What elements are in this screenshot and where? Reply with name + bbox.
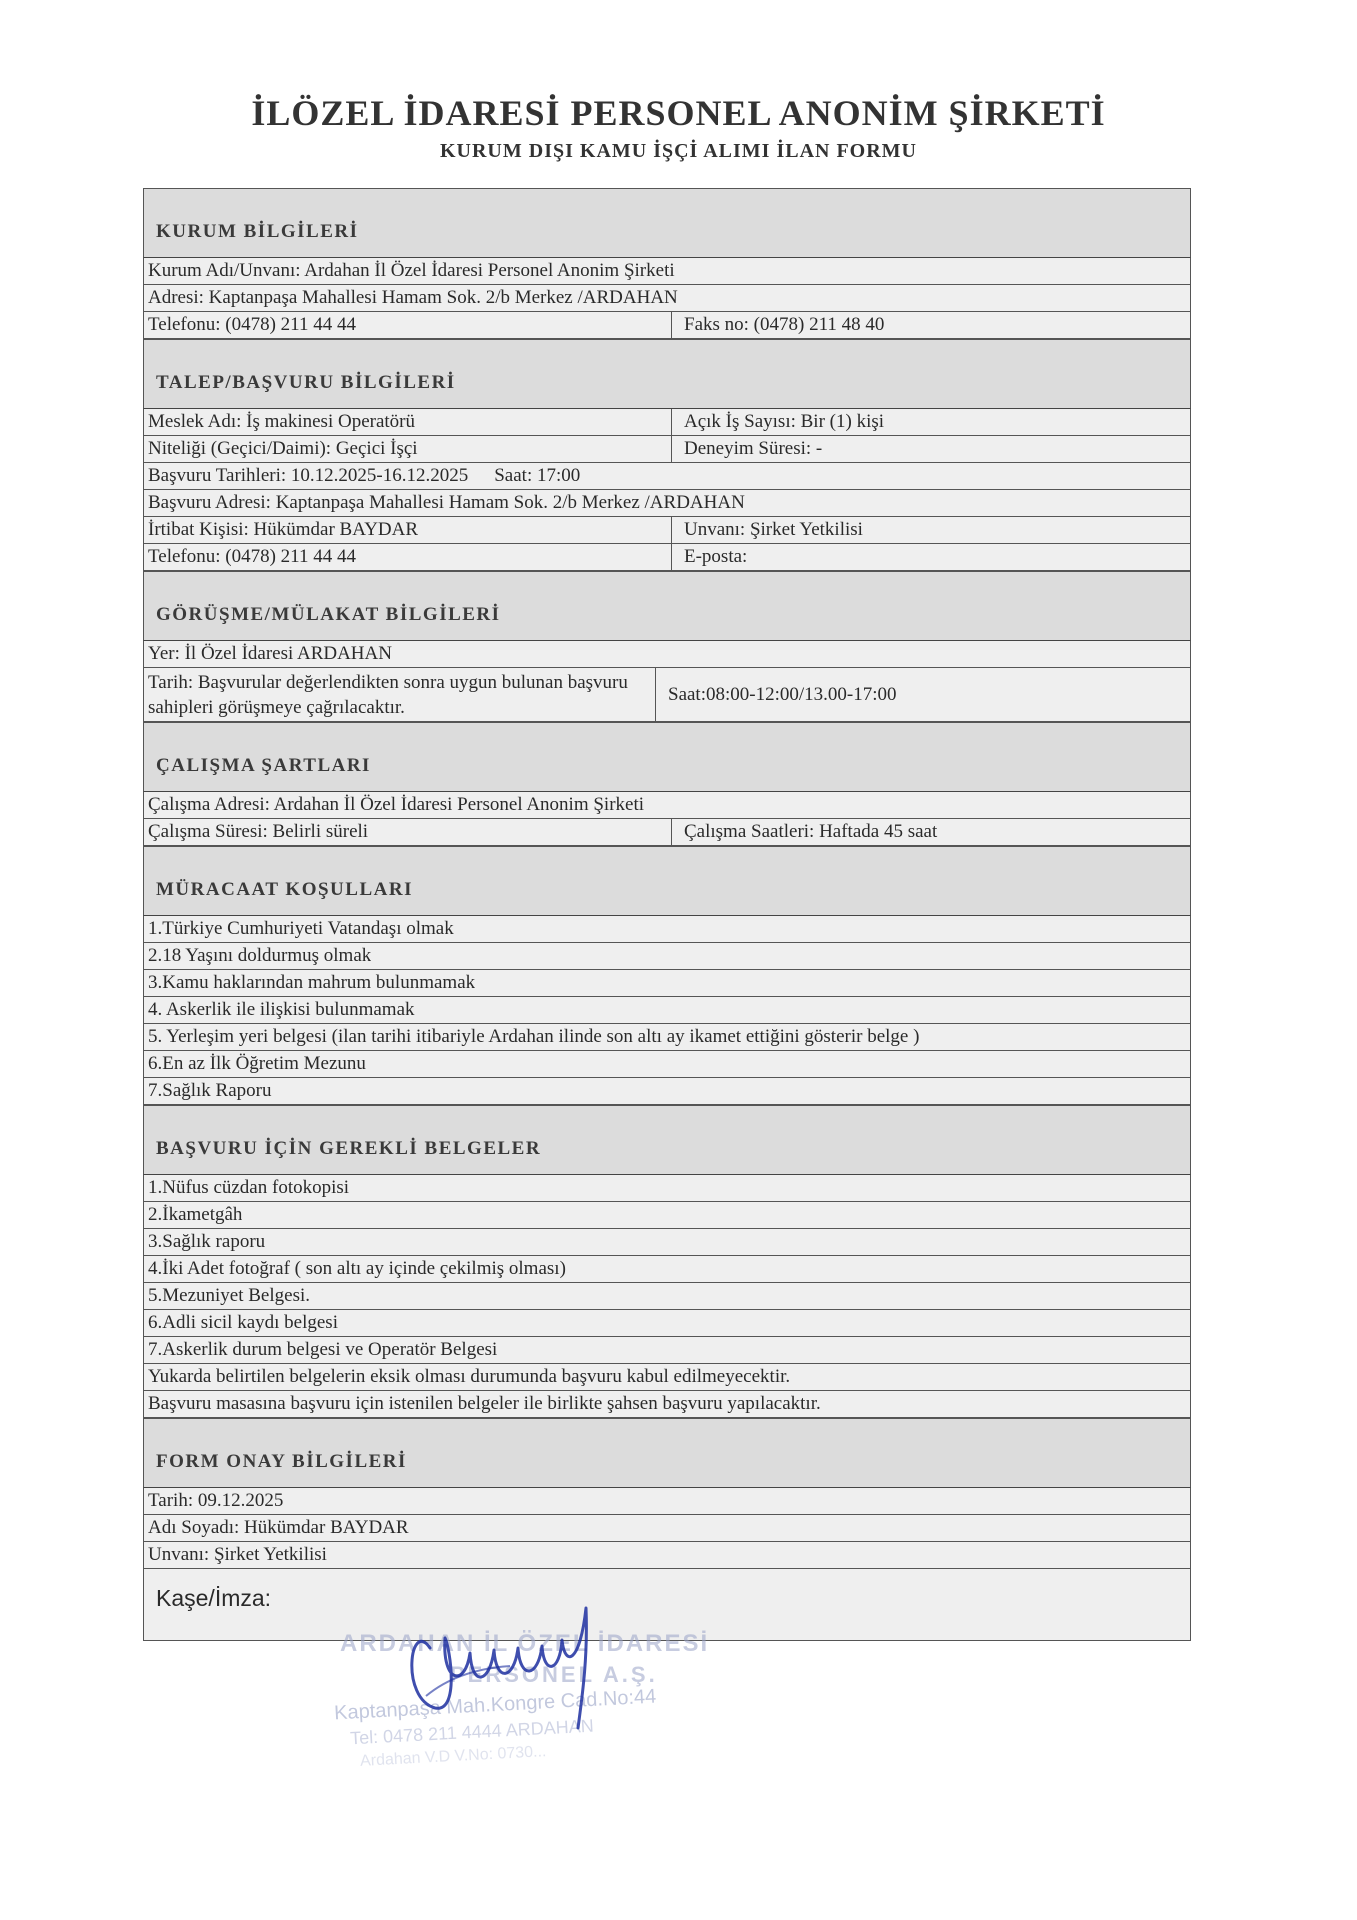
section-kurum	[143, 188, 1191, 258]
basvuru-adresi: Başvuru Adresi: Kaptanpaşa Mahallesi Hamam Sok. 2/b Merkez /ARDAHAN	[148, 492, 745, 513]
list-item	[143, 1024, 1191, 1051]
document-item: 5.Mezuniyet Belgesi.	[148, 1285, 310, 1306]
stamp-line: Kaptanpaşa Mah.Kongre Cad.No:44	[333, 1685, 657, 1725]
kurum-adres-row	[143, 285, 1191, 312]
list-item	[143, 1229, 1191, 1256]
condition-item: 4. Askerlik ile ilişkisi bulunmamak	[148, 999, 415, 1020]
note-row	[143, 1391, 1191, 1418]
announcement-form	[143, 188, 1191, 1641]
talep-row-6	[143, 544, 1191, 571]
acik-is-sayisi: Açık İş Sayısı: Bir (1) kişi	[684, 411, 885, 432]
condition-item: 7.Sağlık Raporu	[148, 1080, 272, 1101]
gorusme-saat: Saat:08:00-12:00/13.00-17:00	[668, 684, 897, 705]
list-item	[143, 1202, 1191, 1229]
condition-item: 5. Yerleşim yeri belgesi (ilan tarihi itibariyle Ardahan ilinde son altı ay ikamet ettiğini gösterir belge )	[148, 1026, 920, 1047]
section-muracaat	[143, 846, 1191, 916]
section-onay	[143, 1418, 1191, 1488]
calisma-row-2	[143, 819, 1191, 846]
onay-row-2	[143, 1515, 1191, 1542]
section-heading: TALEP/BAŞVURU BİLGİLERİ	[156, 372, 456, 393]
onay-unvan: Unvanı: Şirket Yetkilisi	[148, 1544, 327, 1565]
section-belgeler	[143, 1105, 1191, 1175]
section-talep	[143, 339, 1191, 409]
kurum-adres: Adresi: Kaptanpaşa Mahallesi Hamam Sok. 2/b Merkez /ARDAHAN	[148, 287, 678, 308]
gorusme-yer: Yer: İl Özel İdaresi ARDAHAN	[148, 643, 392, 664]
stamp-line: ARDAHAN İL ÖZEL İDARESİ	[340, 1630, 710, 1657]
gorusme-row-2	[143, 668, 1191, 722]
list-item	[143, 997, 1191, 1024]
calisma-adresi: Çalışma Adresi: Ardahan İl Özel İdaresi Personel Anonim Şirketi	[148, 794, 645, 815]
condition-item: 1.Türkiye Cumhuriyeti Vatandaşı olmak	[148, 918, 454, 939]
kurum-ad-row	[143, 258, 1191, 285]
note-eksik-belge: Yukarda belirtilen belgelerin eksik olması durumunda başvuru kabul edilmeyecektir.	[148, 1366, 791, 1387]
niteligi: Niteliği (Geçici/Daimi): Geçici İşçi	[144, 436, 672, 462]
section-heading: BAŞVURU İÇİN GEREKLİ BELGELER	[156, 1138, 542, 1159]
kurum-telefon: Telefonu: (0478) 211 44 44	[144, 312, 672, 338]
kurum-tel-row	[143, 312, 1191, 339]
stamp-line: Tel: 0478 211 4444 ARDAHAN	[349, 1715, 595, 1749]
irtibat-kisisi: İrtibat Kişisi: Hükümdar BAYDAR	[144, 517, 672, 543]
talep-row-2	[143, 436, 1191, 463]
talep-telefon: Telefonu: (0478) 211 44 44	[144, 544, 672, 570]
talep-eposta: E-posta:	[684, 546, 748, 567]
talep-row-1	[143, 409, 1191, 436]
kurum-ad: Kurum Adı/Unvanı: Ardahan İl Özel İdaresi Personel Anonim Şirketi	[148, 260, 675, 281]
list-item	[143, 916, 1191, 943]
list-item	[143, 1337, 1191, 1364]
section-heading: MÜRACAAT KOŞULLARI	[156, 879, 413, 900]
document-item: 7.Askerlik durum belgesi ve Operatör Belgesi	[148, 1339, 498, 1360]
talep-row-3	[143, 463, 1191, 490]
page-title: İLÖZEL İDARESİ PERSONEL ANONİM ŞİRKETİ	[251, 93, 1106, 133]
list-item	[143, 1283, 1191, 1310]
gorusme-row-1	[143, 641, 1191, 668]
onay-row-3	[143, 1542, 1191, 1569]
condition-item: 6.En az İlk Öğretim Mezunu	[148, 1053, 366, 1074]
kase-imza-label: Kaşe/İmza:	[156, 1585, 272, 1611]
section-heading: GÖRÜŞME/MÜLAKAT BİLGİLERİ	[156, 604, 501, 625]
calisma-suresi: Çalışma Süresi: Belirli süreli	[144, 819, 672, 845]
meslek-adi: Meslek Adı: İş makinesi Operatörü	[144, 409, 672, 435]
stamp-line: Ardahan V.D V.No: 0730...	[359, 1743, 547, 1770]
list-item	[143, 1256, 1191, 1283]
list-item	[143, 970, 1191, 997]
list-item	[143, 1078, 1191, 1105]
document-item: 1.Nüfus cüzdan fotokopisi	[148, 1177, 350, 1198]
list-item	[143, 1310, 1191, 1337]
document-item: 2.İkametgâh	[148, 1204, 243, 1225]
section-heading: KURUM BİLGİLERİ	[156, 221, 359, 242]
section-calisma	[143, 722, 1191, 792]
talep-row-4	[143, 490, 1191, 517]
kurum-faks: Faks no: (0478) 211 48 40	[684, 314, 885, 335]
note-sahsen-basvuru: Başvuru masasına başvuru için istenilen belgeler ile birlikte şahsen başvuru yapılacaktır.	[148, 1393, 821, 1414]
section-heading: FORM ONAY BİLGİLERİ	[156, 1451, 407, 1472]
basvuru-tarihleri: Başvuru Tarihleri: 10.12.2025-16.12.2025	[148, 465, 469, 486]
calisma-row-1	[143, 792, 1191, 819]
section-heading: ÇALIŞMA ŞARTLARI	[156, 755, 371, 776]
condition-item: 3.Kamu haklarından mahrum bulunmamak	[148, 972, 476, 993]
document-item: 6.Adli sicil kaydı belgesi	[148, 1312, 338, 1333]
gorusme-tarih: Tarih: Başvurular değerlendikten sonra uygun bulunan başvuru sahipleri görüşmeye çağrılacaktır.	[144, 668, 656, 721]
page-subtitle: KURUM DIŞI KAMU İŞÇİ ALIMI İLAN FORMU	[439, 140, 918, 162]
irtibat-unvani: Unvanı: Şirket Yetkilisi	[684, 519, 863, 540]
handwritten-signature	[390, 1588, 630, 1738]
list-item	[143, 1175, 1191, 1202]
onay-tarih: Tarih: 09.12.2025	[148, 1490, 284, 1511]
document-item: 4.İki Adet fotoğraf ( son altı ay içinde çekilmiş olması)	[148, 1258, 566, 1279]
basvuru-saat: Saat: 17:00	[494, 465, 581, 486]
list-item	[143, 943, 1191, 970]
onay-ad-soyad: Adı Soyadı: Hükümdar BAYDAR	[148, 1517, 409, 1538]
deneyim-suresi: Deneyim Süresi: -	[684, 438, 823, 459]
talep-row-5	[143, 517, 1191, 544]
calisma-saatleri: Çalışma Saatleri: Haftada 45 saat	[684, 821, 938, 842]
condition-item: 2.18 Yaşını doldurmuş olmak	[148, 945, 372, 966]
list-item	[143, 1051, 1191, 1078]
document-item: 3.Sağlık raporu	[148, 1231, 266, 1252]
note-row	[143, 1364, 1191, 1391]
section-gorusme	[143, 571, 1191, 641]
onay-row-1	[143, 1488, 1191, 1515]
stamp-line: PERSONEL A.Ş.	[450, 1662, 658, 1687]
